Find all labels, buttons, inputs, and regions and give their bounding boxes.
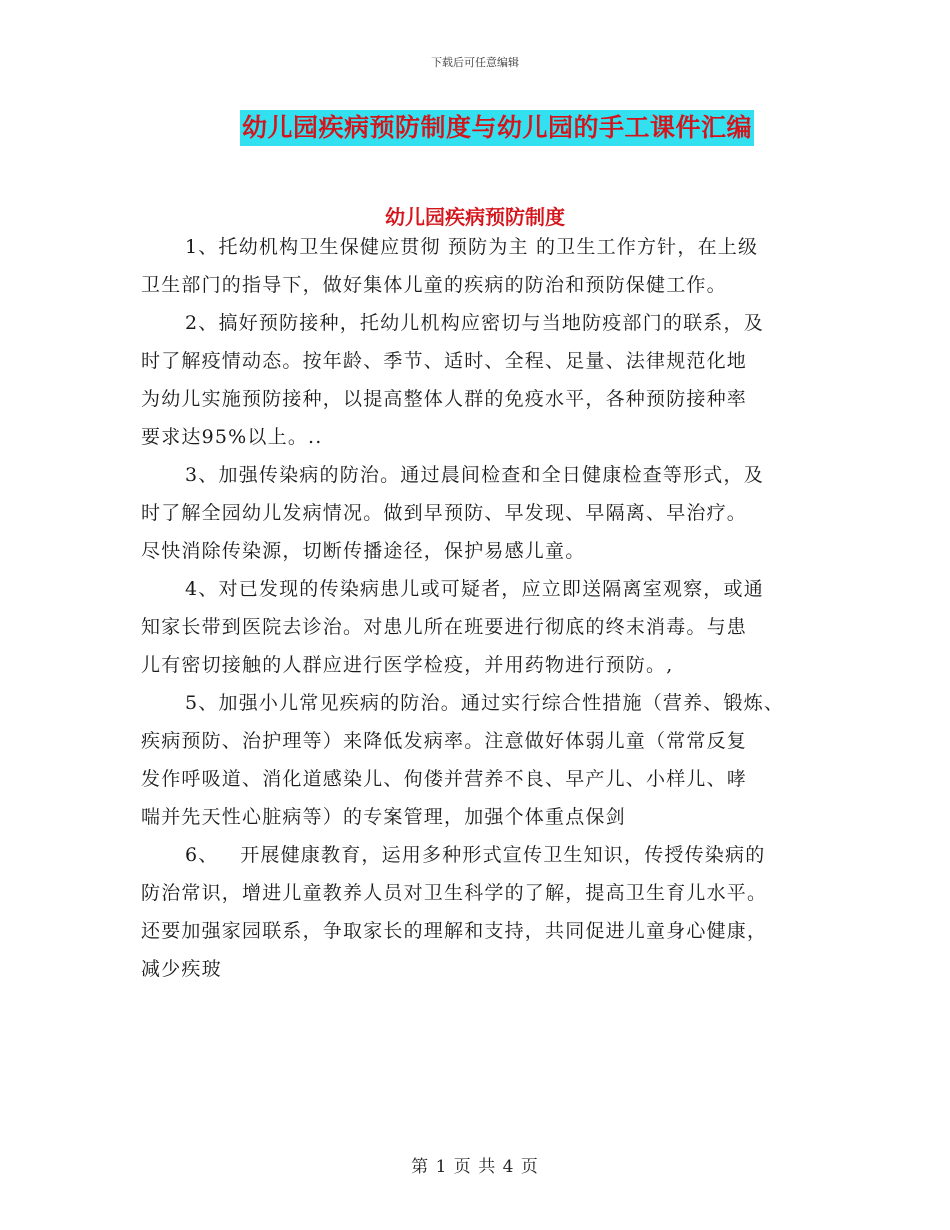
paragraph-2-line-3: 为幼儿实施预防接种，以提高整体人群的免疫水平，各种预防接种率	[141, 388, 748, 410]
document-title: 幼儿园疾病预防制度与幼儿园的手工课件汇编	[240, 110, 754, 146]
paragraph-2-line-1: 2、搞好预防接种，托幼儿机构应密切与当地防疫部门的联系，及	[185, 312, 764, 334]
paragraph-3-line-1: 3、加强传染病的防治。通过晨间检查和全日健康检查等形式，及	[185, 464, 764, 486]
paragraph-6-line-1: 6、 开展健康教育，运用多种形式宣传卫生知识，传授传染病的	[185, 844, 766, 866]
document-title-wrapper	[0, 110, 950, 146]
paragraph-6-line-3: 还要加强家园联系，争取家长的理解和支持，共同促进儿童身心健康，	[141, 920, 768, 942]
document-body	[141, 228, 821, 988]
paragraph-3-line-2: 时了解全园幼儿发病情况。做到早预防、早发现、早隔离、早治疗。	[141, 502, 748, 524]
page-number-footer: 第 1 页 共 4 页	[411, 1157, 539, 1177]
paragraph-6-line-4: 减少疾玻	[141, 958, 222, 980]
paragraph-1-line-2: 卫生部门的指导下，做好集体儿童的疾病的防治和预防保健工作。	[141, 274, 727, 296]
paragraph-5-line-2: 疾病预防、治护理等）来降低发病率。注意做好体弱儿童（常常反复	[141, 730, 748, 752]
paragraph-5-line-4: 喘并先天性心脏病等）的专案管理，加强个体重点保剑	[141, 806, 626, 828]
paragraph-5-line-1: 5、加强小儿常见疾病的防治。通过实行综合性措施（营养、锻炼、	[185, 692, 785, 714]
paragraph-6-line-2: 防治常识，增进儿童教养人员对卫生科学的了解，提高卫生育儿水平。	[141, 882, 768, 904]
paragraph-1-line-1: 1、托幼机构卫生保健应贯彻 预防为主 的卫生工作方针，在上级	[185, 236, 759, 258]
section-title: 幼儿园疾病预防制度	[385, 205, 565, 229]
paragraph-5-line-3: 发作呼吸道、消化道感染儿、佝偻并营养不良、早产儿、小样儿、哮	[141, 768, 748, 790]
paragraph-4-line-1: 4、对已发现的传染病患儿或可疑者，应立即送隔离室观察，或通	[185, 578, 764, 600]
paragraph-4-line-2: 知家长带到医院去诊治。对患儿所在班要进行彻底的终末消毒。与患	[141, 616, 748, 638]
page-header-note: 下载后可任意编辑	[431, 56, 519, 69]
paragraph-4-line-3: 儿有密切接触的人群应进行医学检疫，并用药物进行预防。,	[141, 654, 674, 676]
paragraph-2-line-4: 要求达95%以上。..	[141, 426, 323, 448]
paragraph-2-line-2: 时了解疫情动态。按年龄、季节、适时、全程、足量、法律规范化地	[141, 350, 748, 372]
paragraph-3-line-3: 尽快消除传染源，切断传播途径，保护易感儿童。	[141, 540, 586, 562]
